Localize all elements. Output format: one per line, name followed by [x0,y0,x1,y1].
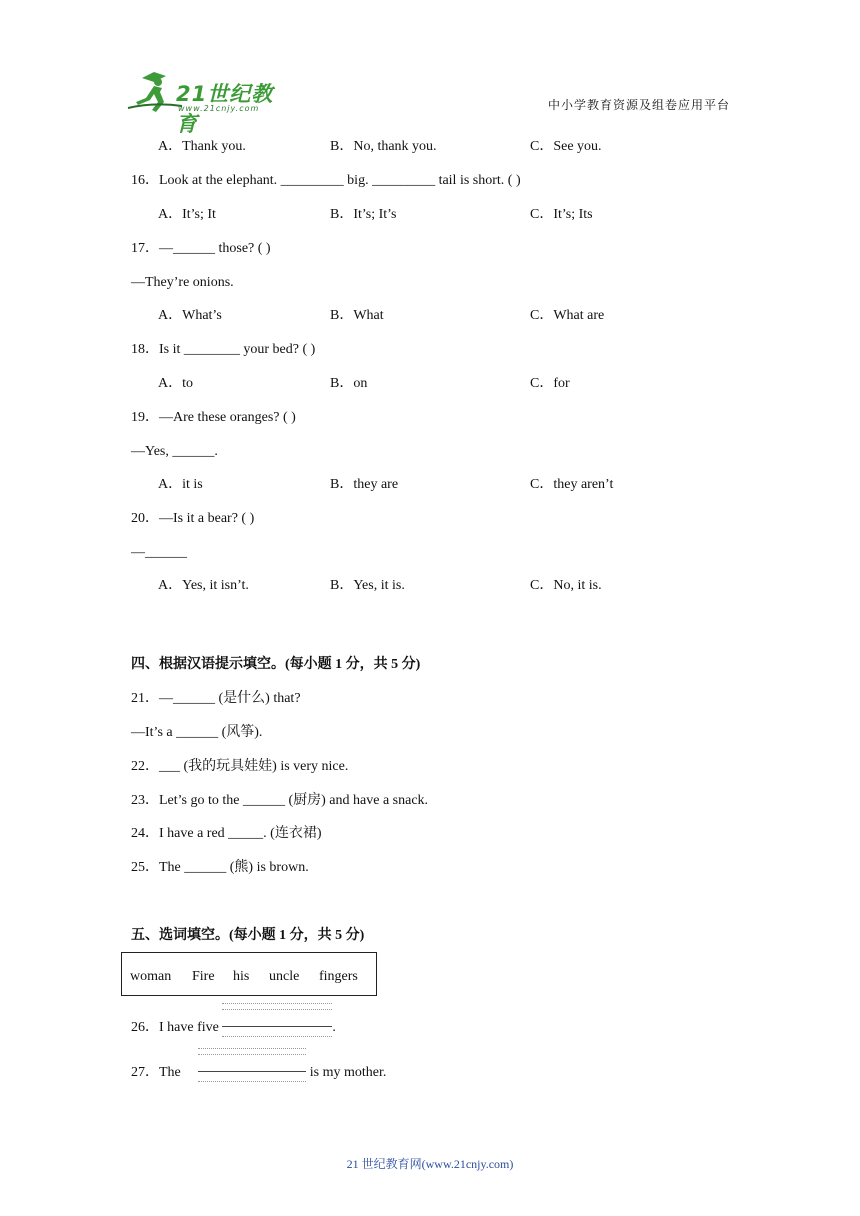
q19-option-b: B．they are [330,477,399,492]
word-bank-item: his [233,969,250,984]
section-5-title: 五、选词填空。(每小题 1 分，共 5 分) [131,928,365,943]
q25-stem: 25．The ______ (熊) is brown. [131,860,309,875]
q16-option-c: C．It’s; Its [530,207,593,222]
q15-option-b: B．No, thank you. [330,139,437,154]
q18-option-b: B．on [330,376,368,391]
logo-url-text: www.21cnjy.com [178,104,260,113]
q27-line [131,1058,386,1082]
q21-stem: 21．—______ (是什么) that? [131,691,301,706]
q16-option-b: B．It’s; It’s [330,207,397,222]
footer-link[interactable]: 21 世纪教育网(www.21cnjy.com) [346,1157,514,1171]
platform-label: 中小学教育资源及组卷应用平台 [548,98,731,112]
q26-prefix: 26．I have five [131,1020,223,1035]
q20-stem: 20．—Is it a bear? ( ) [131,511,255,526]
q27-prefix: 27．The [131,1065,185,1080]
section-4-title: 四、根据汉语提示填空。(每小题 1 分，共 5 分) [131,657,421,672]
q27-suffix: is my mother. [306,1065,387,1080]
q19-option-c: C．they aren’t [530,477,614,492]
q19-option-a: A．it is [158,477,203,492]
q20-option-c: C．No, it is. [530,578,602,593]
q16-stem: 16．Look at the elephant. _________ big. _________ tail is short. ( ) [131,173,521,188]
word-bank-box [121,952,377,996]
q22-stem: 22．___ (我的玩具娃娃) is very nice. [131,759,349,774]
q17-option-c: C．What are [530,308,605,323]
word-bank-item: fingers [319,969,358,984]
q16-option-a: A．It’s; It [158,207,216,222]
q20-option-a: A．Yes, it isn’t. [158,578,249,593]
q21-reply: —It’s a ______ (风筝). [131,725,263,740]
q18-option-c: C．for [530,376,570,391]
q23-stem: 23．Let’s go to the ______ (厨房) and have a snack. [131,793,429,808]
q26-answer-blank[interactable] [222,1013,332,1031]
q17-stem: 17．—______ those? ( ) [131,241,271,256]
q15-option-c: C．See you. [530,139,602,154]
logo [124,68,294,136]
q20-option-b: B．Yes, it is. [330,578,405,593]
runner-logo-icon [124,68,184,114]
q18-option-a: A．to [158,376,193,391]
q18-stem: 18．Is it ________ your bed? ( ) [131,342,316,357]
q17-reply: —They’re onions. [131,275,234,290]
q17-option-a: A．What’s [158,308,222,323]
q15-option-a: A．Thank you. [158,139,246,154]
logo-main-text: 21世纪教育 [176,82,274,136]
q20-reply: —______ [131,545,187,560]
q17-option-b: B．What [330,308,384,323]
q24-stem: 24．I have a red _____. (连衣裙) [131,826,322,841]
word-bank-item: uncle [269,969,300,984]
q26-suffix: . [332,1020,336,1035]
q27-answer-blank[interactable] [198,1058,306,1076]
word-bank-item: woman [130,969,172,984]
q19-stem: 19．—Are these oranges? ( ) [131,410,296,425]
q19-reply: —Yes, ______. [131,444,218,459]
q26-line [131,1013,336,1037]
word-bank-item: Fire [192,969,215,984]
